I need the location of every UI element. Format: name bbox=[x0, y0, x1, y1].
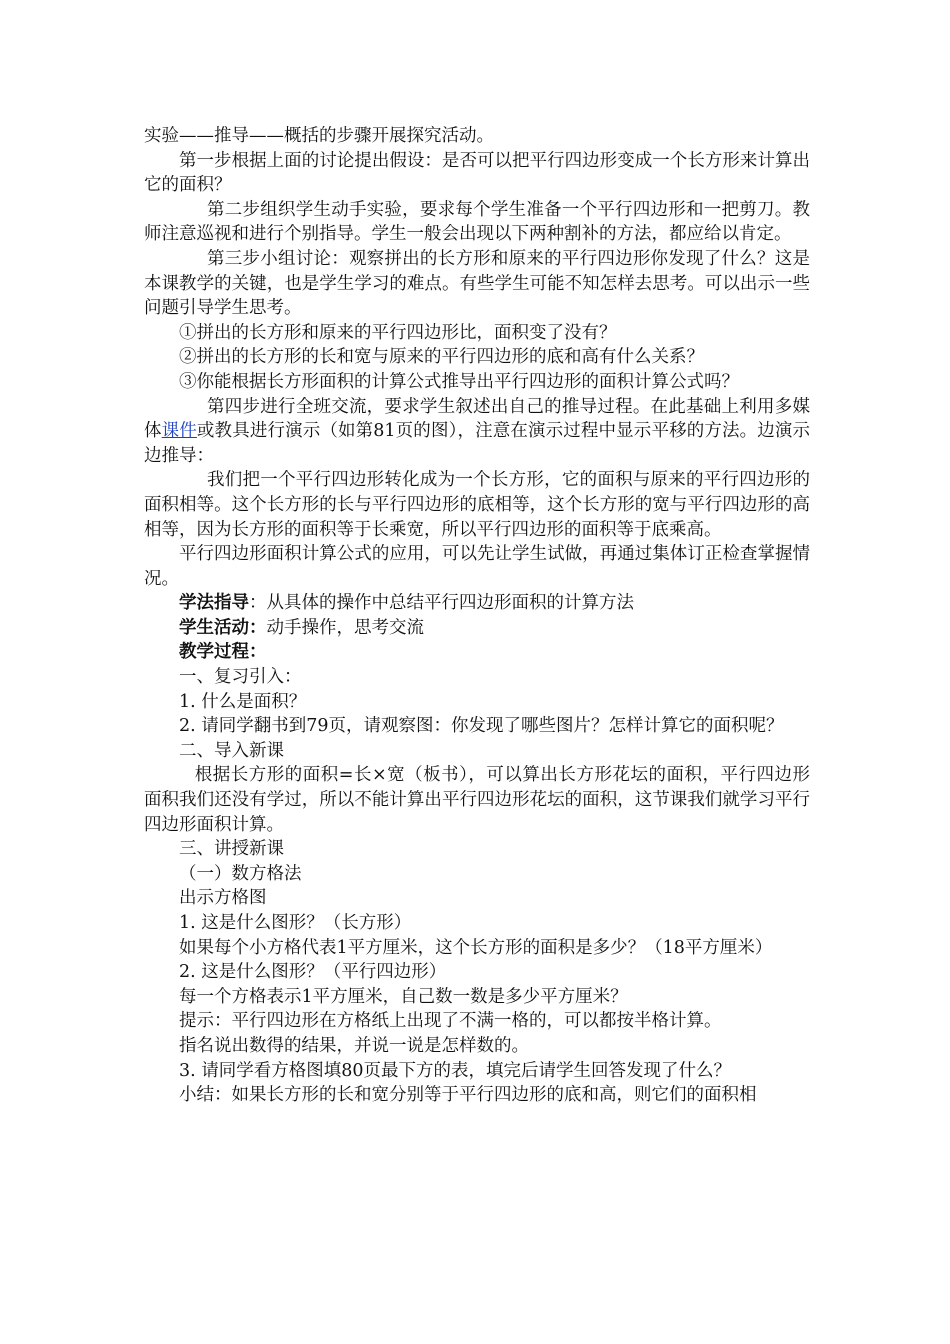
paragraph-application: 平行四边形面积计算公式的应用，可以先让学生试做，再通过集体订正检查掌握情况。 bbox=[144, 544, 810, 589]
section-3-line-8: 3. 请同学看方格图填80页最下方的表，填完后请学生回答发现了什么？ bbox=[179, 1060, 732, 1081]
section-3-line-5: 每一个方格表示1平方厘米，自己数一数是多少平方厘米？ bbox=[179, 986, 628, 1007]
courseware-link[interactable]: 课件 bbox=[161, 421, 197, 442]
section-1-item-1: 1. 什么是面积？ bbox=[179, 691, 307, 712]
paragraph-step-4 bbox=[144, 395, 810, 469]
paragraph-step-2: 第二步组织学生动手实验，要求每个学生准备一个平行四边形和一把剪刀。教师注意巡视和进行个别指导。学生一般会出现以下两种割补的方法，都应给以肯定。 bbox=[144, 199, 810, 245]
section-3-line-7: 指名说出数得的结果，并说一说是怎样数的。 bbox=[179, 1035, 529, 1056]
study-method-text: ：从具体的操作中总结平行四边形面积的计算方法 bbox=[249, 593, 634, 614]
paragraph-derivation: 我们把一个平行四边形转化成为一个长方形，它的面积与原来的平行四边形的面积相等。这个长方形的长与平行四边形的底相等，这个长方形的宽与平行四边形的高相等，因为长方形的面积等于长乘宽，所以平行四边形的面积等于底乘高。 bbox=[144, 470, 810, 540]
step-4-text-a: 第四步进行全班交流，要求学生叙述出自己的推导过程。在此基础上利用多媒体 bbox=[144, 396, 810, 442]
step-4-text-b: 或教具进行演示（如第81页的图），注意在演示过程中显示平移的方法。边演示边推导： bbox=[144, 421, 811, 466]
student-activity-label: 学生活动： bbox=[179, 617, 267, 638]
question-2: ②拼出的长方形的长和宽与原来的平行四边形的底和高有什么关系？ bbox=[179, 347, 704, 368]
paragraph-intro: 实验——推导——概括的步骤开展探究活动。 bbox=[144, 126, 494, 146]
section-3-heading: 三、讲授新课 bbox=[179, 839, 284, 860]
section-3-line-2: 1. 这是什么图形？（长方形） bbox=[179, 913, 412, 933]
section-2-heading: 二、导入新课 bbox=[179, 740, 284, 761]
student-activity-text: 动手操作，思考交流 bbox=[266, 617, 424, 638]
paragraph-step-3: 第三步小组讨论：观察拼出的长方形和原来的平行四边形你发现了什么？这是本课教学的关键，也是学生学习的难点。有些学生可能不知怎样去思考。可以出示一些问题引导学生思考。 bbox=[144, 248, 810, 319]
section-3-line-3: 如果每个小方格代表1平方厘米，这个长方形的面积是多少？（18平方厘米） bbox=[179, 937, 773, 958]
section-1-item-2: 2. 请同学翻书到79页，请观察图：你发现了哪些图片？怎样计算它的面积呢？ bbox=[179, 716, 784, 737]
paragraph-step-1: 第一步根据上面的讨论提出假设：是否可以把平行四边形变成一个长方形来计算出它的面积？ bbox=[144, 150, 810, 196]
student-activity bbox=[144, 616, 810, 641]
section-3-line-4: 2. 这是什么图形？（平行四边形） bbox=[179, 962, 447, 983]
section-3-line-9: 小结：如果长方形的长和宽分别等于平行四边形的底和高，则它们的面积相 bbox=[179, 1085, 757, 1106]
teaching-process-heading: 教学过程： bbox=[179, 642, 267, 663]
section-3-line-6: 提示：平行四边形在方格纸上出现了不满一格的，可以都按半格计算。 bbox=[179, 1011, 722, 1032]
study-method-label: 学法指导 bbox=[179, 593, 249, 614]
section-2-paragraph: 根据长方形的面积=长×宽（板书），可以算出长方形花坛的面积，平行四边形面积我们还没有学过，所以不能计算出平行四边形花坛的面积，这节课我们就学习平行四边形面积计算。 bbox=[144, 765, 810, 835]
question-1: ①拼出的长方形和原来的平行四边形比，面积变了没有？ bbox=[179, 322, 617, 343]
section-3-line-1: 出示方格图 bbox=[179, 888, 267, 909]
study-method bbox=[144, 591, 810, 616]
question-3: ③你能根据长方形面积的计算公式推导出平行四边形的面积计算公式吗？ bbox=[179, 371, 739, 392]
section-3-subheading: （一）数方格法 bbox=[179, 863, 302, 884]
section-1-heading: 一、复习引入： bbox=[179, 667, 302, 688]
